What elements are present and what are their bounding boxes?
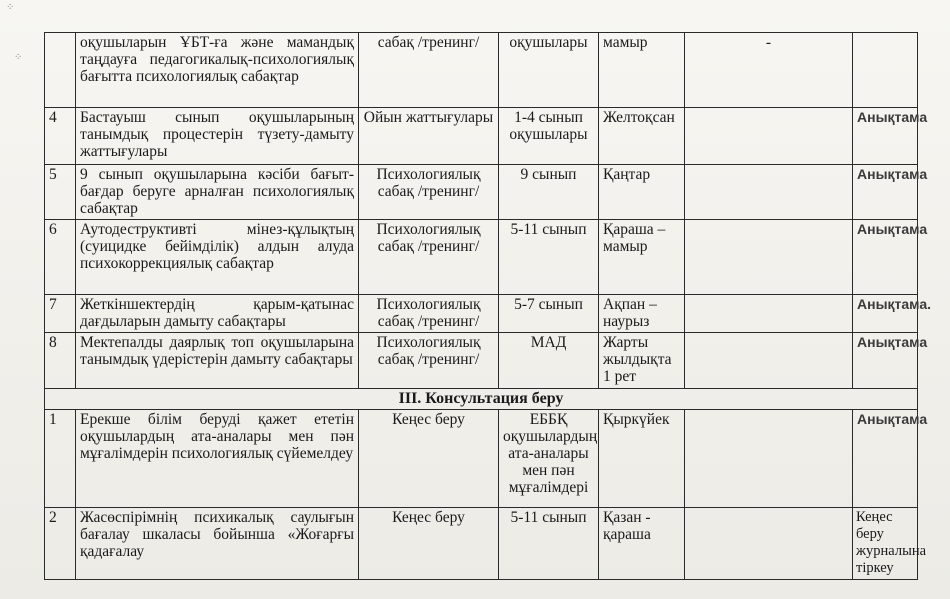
row-content: Аутодеструктивті мінез-құлықтың (суицидке бейімділік) алдын алуда психокоррекциялық сабақтар [76, 220, 359, 295]
row-audience: ЕББҚ оқушылардың ата-аналары мен пән мұғалімдері [499, 410, 599, 508]
row-form: Психологиялық сабақ /тренинг/ [359, 220, 499, 295]
row-note: Анықтама. [853, 295, 918, 333]
row-content: оқушыларын ҰБТ-ға және мамандық таңдауға педагогикалық-психологиялық бағытта психологиялық сабақтар [76, 33, 359, 108]
row-note [853, 33, 918, 108]
table-row [45, 333, 918, 389]
row-form: Психологиялық сабақ /тренинг/ [359, 333, 499, 389]
section-header-row [45, 389, 918, 410]
table-row [45, 410, 918, 508]
table-row [45, 508, 918, 580]
row-extra [685, 410, 853, 508]
row-number: 5 [45, 165, 76, 220]
row-number: 8 [45, 333, 76, 389]
row-deadline: Желтоқсан [599, 108, 685, 165]
row-content: Жеткіншектердің қарым-қатынас дағдыларын дамыту сабақтары [76, 295, 359, 333]
row-deadline: Қазан - қараша [599, 508, 685, 580]
row-extra [685, 220, 853, 295]
scan-speck: ⁘ [14, 52, 23, 63]
row-number: 6 [45, 220, 76, 295]
row-content: 9 сынып оқушыларына кәсіби бағыт-бағдар беруге арналған психологиялық сабақтар [76, 165, 359, 220]
row-note: Анықтама [853, 220, 918, 295]
row-deadline: Жарты жылдықта 1 рет [599, 333, 685, 389]
row-number: 4 [45, 108, 76, 165]
row-extra [685, 108, 853, 165]
row-audience: оқушылары [499, 33, 599, 108]
table-row [45, 108, 918, 165]
row-note: Анықтама [853, 108, 918, 165]
row-content: Мектепалды даярлық топ оқушыларына танымдық үдерістерін дамыту сабақтары [76, 333, 359, 389]
row-number: 7 [45, 295, 76, 333]
row-audience: МАД [499, 333, 599, 389]
row-audience: 5-7 сынып [499, 295, 599, 333]
row-deadline: Ақпан – наурыз [599, 295, 685, 333]
row-audience: 5-11 сынып [499, 508, 599, 580]
row-content: Жасөспірімнің психикалық саулығын бағалау шкаласы бойынша «Жоғарғы қадағалау [76, 508, 359, 580]
row-extra [685, 508, 853, 580]
row-number [45, 33, 76, 108]
row-note: Анықтама [853, 333, 918, 389]
table-row [45, 220, 918, 295]
row-content: Ерекше білім беруді қажет ететін оқушылардың ата-аналары мен пән мұғалімдерін психологиялық сүйемелдеу [76, 410, 359, 508]
row-extra [685, 295, 853, 333]
row-deadline: мамыр [599, 33, 685, 108]
scan-speck: ⁘ [6, 2, 15, 13]
row-form: Психологиялық сабақ /тренинг/ [359, 295, 499, 333]
row-note: Анықтама [853, 410, 918, 508]
row-number: 2 [45, 508, 76, 580]
row-audience: 1-4 сынып оқушылары [499, 108, 599, 165]
row-form: Психологиялық сабақ /тренинг/ [359, 165, 499, 220]
row-note: Анықтама [853, 165, 918, 220]
row-deadline: Қыркүйек [599, 410, 685, 508]
plan-table [44, 32, 932, 580]
row-audience: 9 сынып [499, 165, 599, 220]
table-row [45, 33, 918, 108]
table-row [45, 295, 918, 333]
row-deadline: Қаңтар [599, 165, 685, 220]
table-row [45, 165, 918, 220]
row-form: Кеңес беру [359, 508, 499, 580]
row-audience: 5-11 сынып [499, 220, 599, 295]
row-extra [685, 333, 853, 389]
row-form: Кеңес беру [359, 410, 499, 508]
row-form: сабақ /тренинг/ [359, 33, 499, 108]
section-title: ІІІ. Консультация беру [45, 389, 918, 410]
row-content: Бастауыш сынып оқушыларының танымдық процестерін түзету-дамыту жаттығулары [76, 108, 359, 165]
row-extra: - [685, 33, 853, 108]
row-number: 1 [45, 410, 76, 508]
row-extra [685, 165, 853, 220]
row-deadline: Қараша – мамыр [599, 220, 685, 295]
row-form: Ойын жаттығулары [359, 108, 499, 165]
row-note: Кеңес беру журналына тіркеу [853, 508, 918, 580]
